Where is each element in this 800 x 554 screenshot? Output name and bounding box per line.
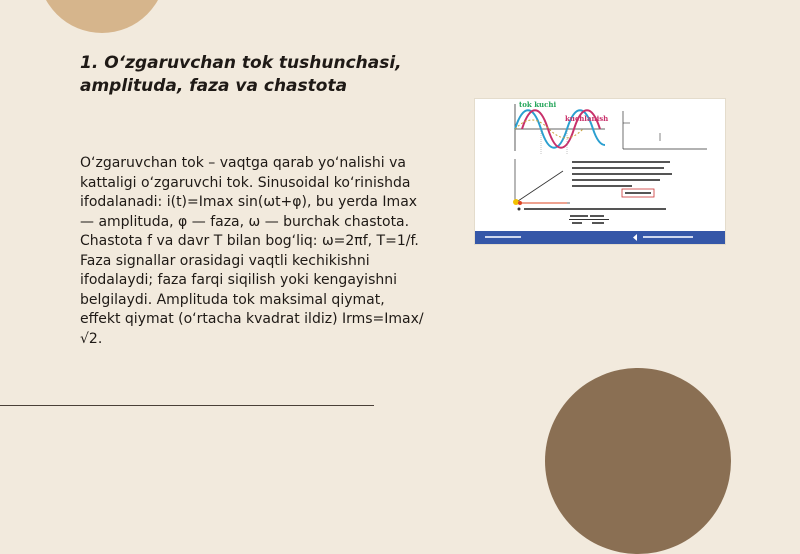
text-block-right (572, 161, 672, 197)
decorative-circle-bottom (545, 368, 731, 554)
decorative-circle-top (38, 0, 166, 33)
voltage-label: kuchlanish (565, 114, 609, 123)
waveform-plot (515, 100, 608, 155)
figure-graphic (475, 99, 725, 244)
small-plot-right (623, 111, 707, 149)
phasor-diagram (513, 159, 570, 205)
divider-line (0, 405, 374, 406)
textbook-figure (475, 99, 725, 244)
slide-title: 1. O‘zgaruvchan tok tushunchasi, amplituda, faza va chastota (80, 53, 402, 96)
formula-area (518, 208, 667, 225)
current-label: tok kuchi (519, 100, 557, 109)
slide-body-text: O‘zgaruvchan tok – vaqtga qarab yo‘nalishi va kattaligi o‘zgaruvchi tok. Sinusoidal ko‘rinishda ifodalanadi: i(t)=Imax sin(ωt+φ), bu yerda Imax — amplituda, φ — faza, ω — burchak chastota. Chastota f va davr T bilan bog‘liq: ω=2πf, T=1/f. Faza signallar orasidagi vaqtli kechikishni ifodalaydi; faza farqi siqilish yoki kengayishni belgilaydi. Amplituda tok maksimal qiymat, effekt qiymat (o‘rtacha kvadrat ildiz) Irms=Imax/√2. (80, 155, 424, 347)
